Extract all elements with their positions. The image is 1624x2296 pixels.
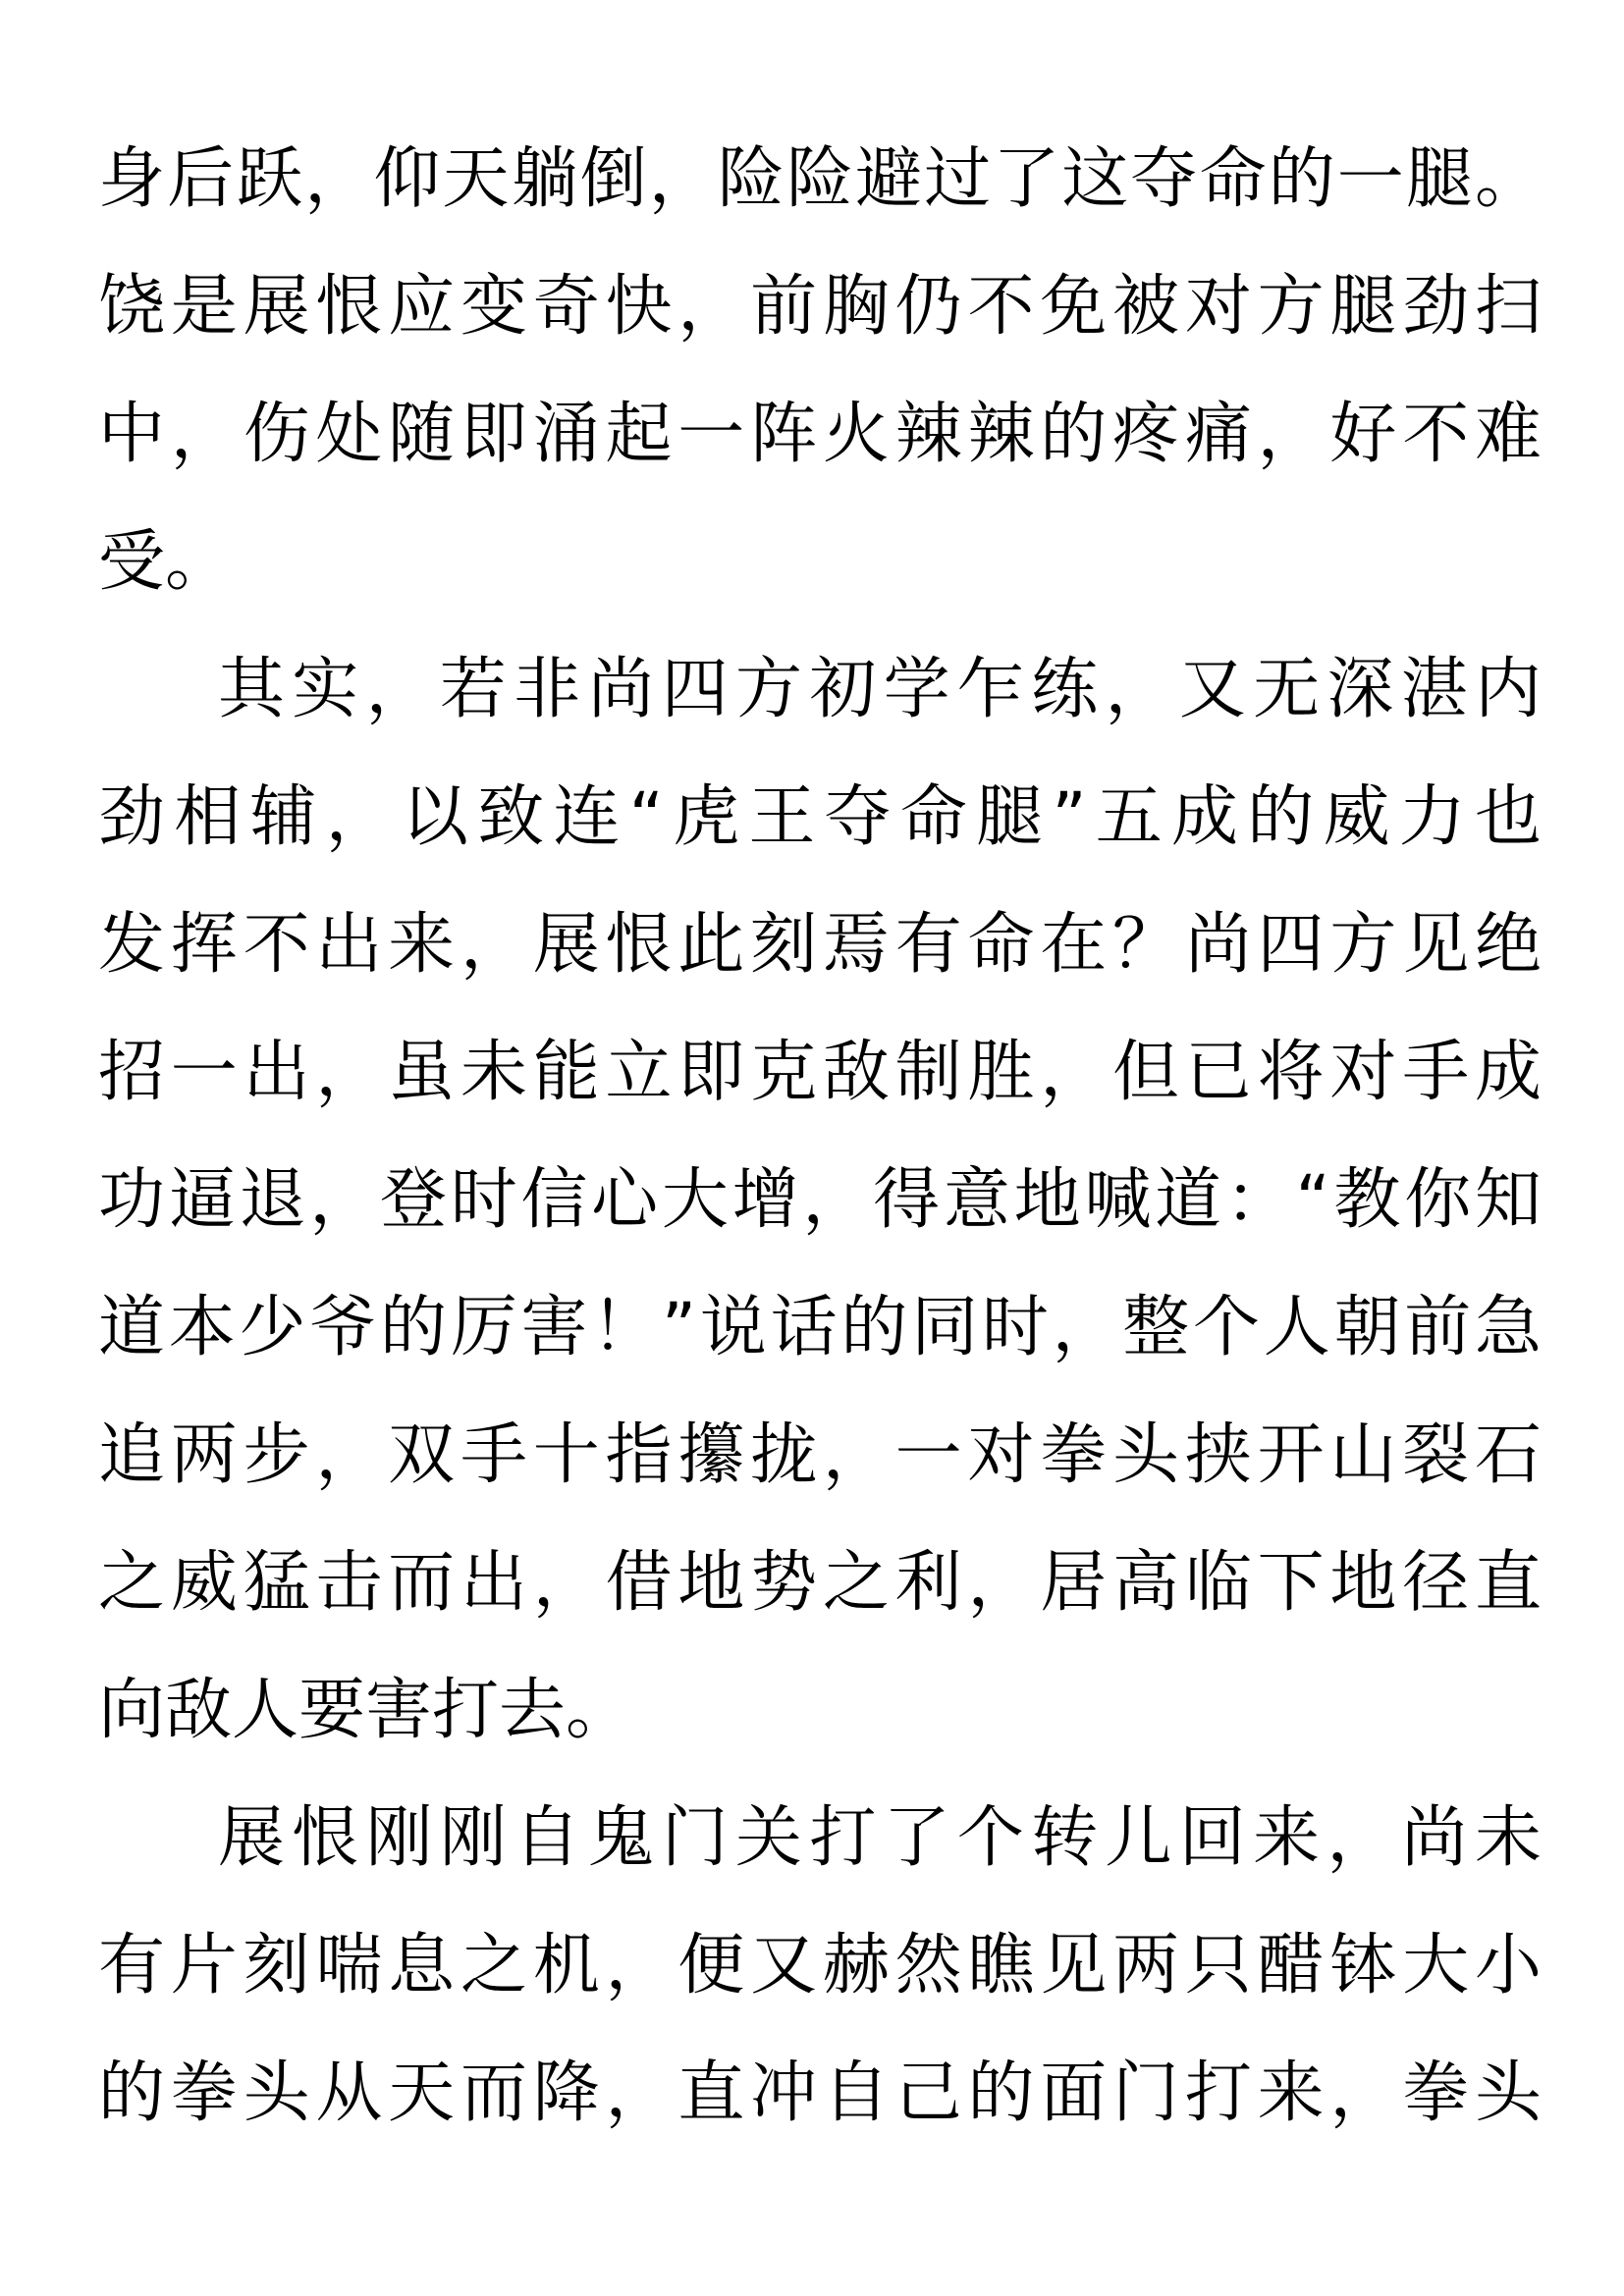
text-line-4: 受。 <box>98 523 233 601</box>
text-line-8: 招一出，虽未能立即克敌制胜，但已将对手成 <box>98 1034 1542 1111</box>
text-line-9: 功逼退，登时信心大增，得意地喊道：“教你知 <box>98 1161 1542 1239</box>
text-line-11: 追两步，双手十指攥拢，一对拳头挟开山裂石 <box>98 1416 1542 1494</box>
text-line-6: 劲相辅，以致连“虎王夺命腿”五成的威力也 <box>98 778 1542 856</box>
text-line-16: 的拳头从天而降，直冲自己的面门打来，拳头 <box>98 2055 1542 2132</box>
text-line-3: 中，伤处随即涌起一阵火辣辣的疼痛，好不难 <box>98 396 1542 473</box>
text-line-15: 有片刻喘息之机，便又赫然瞧见两只醋钵大小 <box>98 1927 1542 2004</box>
text-line-12: 之威猛击而出，借地势之利，居高临下地径直 <box>98 1544 1542 1622</box>
text-line-7: 发挥不出来，展恨此刻焉有命在？尚四方见绝 <box>98 906 1542 984</box>
text-line-5: 其实，若非尚四方初学乍练，又无深湛内 <box>218 651 1542 728</box>
text-line-10: 道本少爷的厉害！”说话的同时，整个人朝前急 <box>98 1289 1542 1366</box>
text-line-1: 身后跃，仰天躺倒，险险避过了这夺命的一腿。 <box>98 140 1542 218</box>
text-line-13: 向敌人要害打去。 <box>98 1672 633 1749</box>
text-line-14: 展恨刚刚自鬼门关打了个转儿回来，尚未 <box>218 1799 1542 1877</box>
text-line-2: 饶是展恨应变奇快，前胸仍不免被对方腿劲扫 <box>98 268 1542 346</box>
